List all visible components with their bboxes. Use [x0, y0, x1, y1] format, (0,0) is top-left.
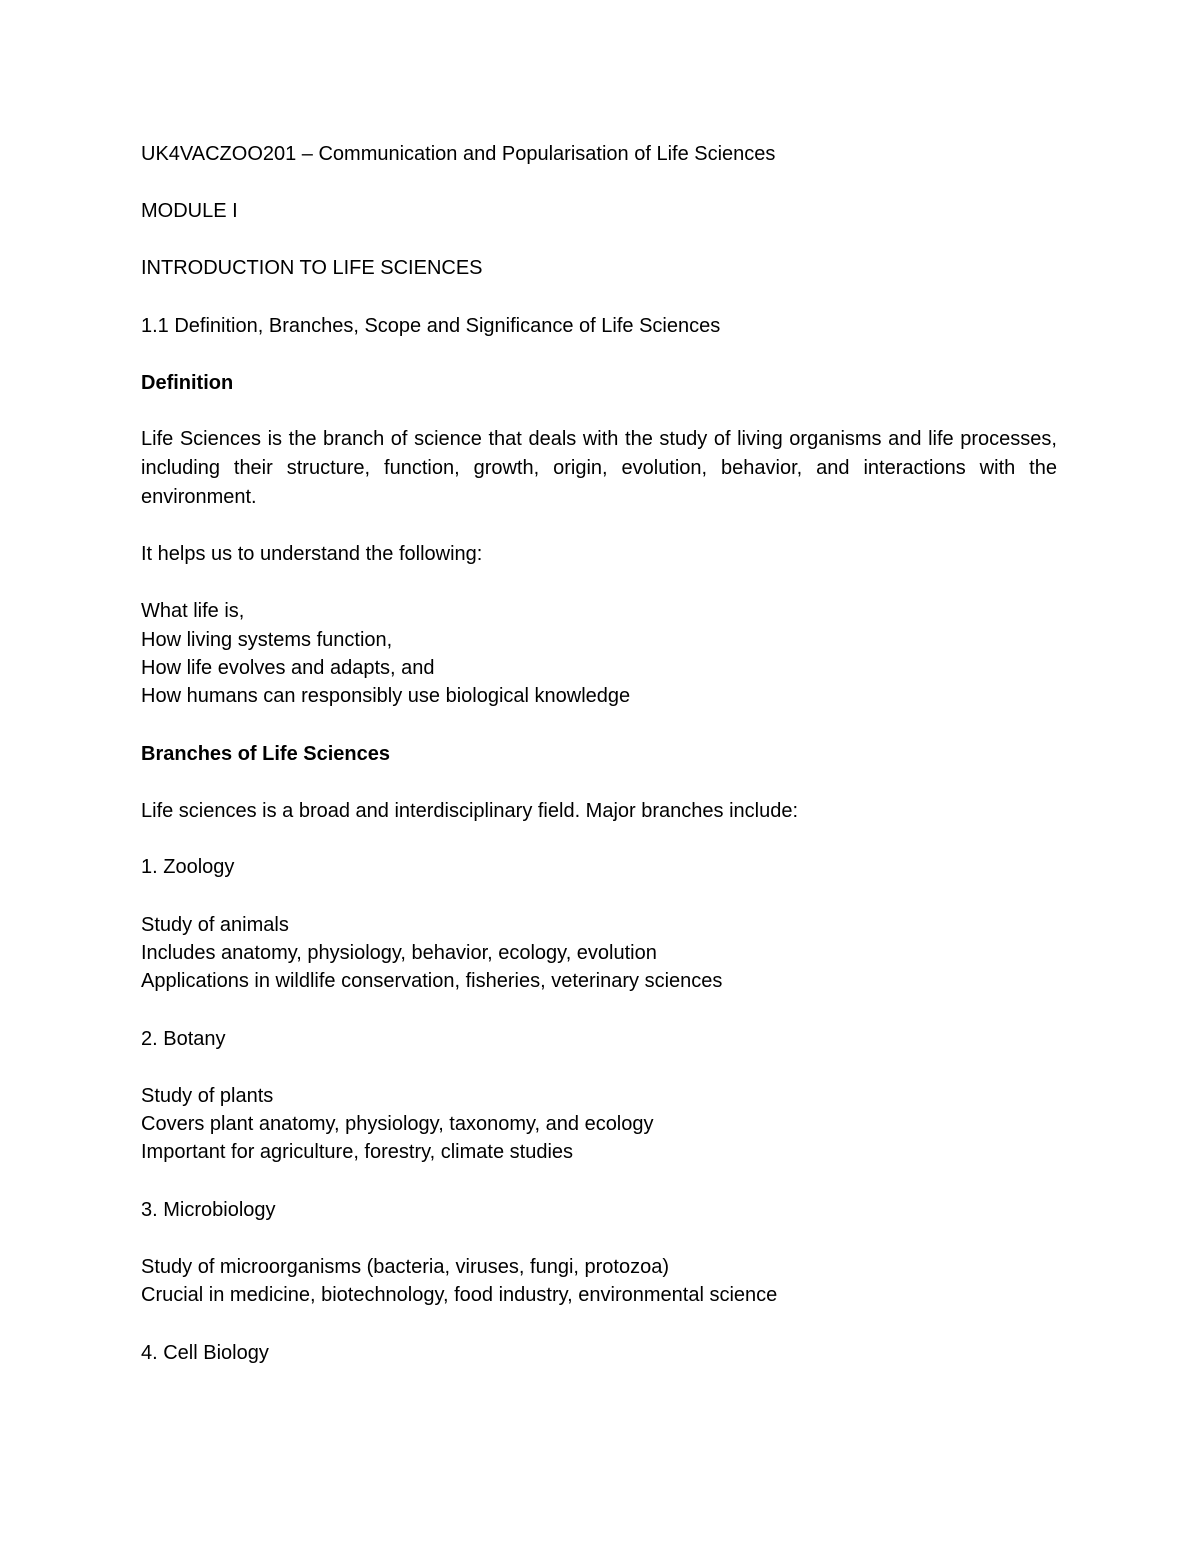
branch-title: 3. Microbiology — [141, 1199, 276, 1221]
branch-line: Covers plant anatomy, physiology, taxonomy, and ecology — [141, 1113, 654, 1135]
list-item: What life is, — [141, 600, 245, 622]
branch-line: Includes anatomy, physiology, behavior, ecology, evolution — [141, 942, 657, 964]
list-item: How humans can responsibly use biological knowledge — [141, 685, 631, 707]
course-title: UK4VACZOO201 – Communication and Popularisation of Life Sciences — [141, 143, 776, 165]
list-item: How life evolves and adapts, and — [141, 657, 435, 679]
branch-line: Study of animals — [141, 914, 289, 936]
branch-title: 4. Cell Biology — [141, 1342, 269, 1364]
branches-heading: Branches of Life Sciences — [141, 743, 390, 765]
branches-intro: Life sciences is a broad and interdisciplinary field. Major branches include: — [141, 800, 799, 822]
branch-line: Important for agriculture, forestry, climate studies — [141, 1141, 574, 1163]
module-title: INTRODUCTION TO LIFE SCIENCES — [141, 257, 483, 279]
branch-line: Crucial in medicine, biotechnology, food industry, environmental science — [141, 1284, 778, 1306]
branch-line: Study of microorganisms (bacteria, viruses, fungi, protozoa) — [141, 1256, 669, 1278]
branch-line: Applications in wildlife conservation, fisheries, veterinary sciences — [141, 970, 723, 992]
definition-heading: Definition — [141, 372, 234, 394]
definition-intro: It helps us to understand the following: — [141, 543, 483, 565]
branch-title: 2. Botany — [141, 1028, 226, 1050]
definition-paragraph: Life Sciences is the branch of science that deals with the study of living organisms and life processes, including their structure, function, growth, origin, evolution, behavior, and interactions with the environment. — [141, 428, 1057, 508]
branch-title: 1. Zoology — [141, 856, 235, 878]
list-item: How living systems function, — [141, 629, 393, 651]
branch-line: Study of plants — [141, 1085, 274, 1107]
module-label: MODULE I — [141, 200, 238, 222]
section-title: 1.1 Definition, Branches, Scope and Significance of Life Sciences — [141, 315, 721, 337]
